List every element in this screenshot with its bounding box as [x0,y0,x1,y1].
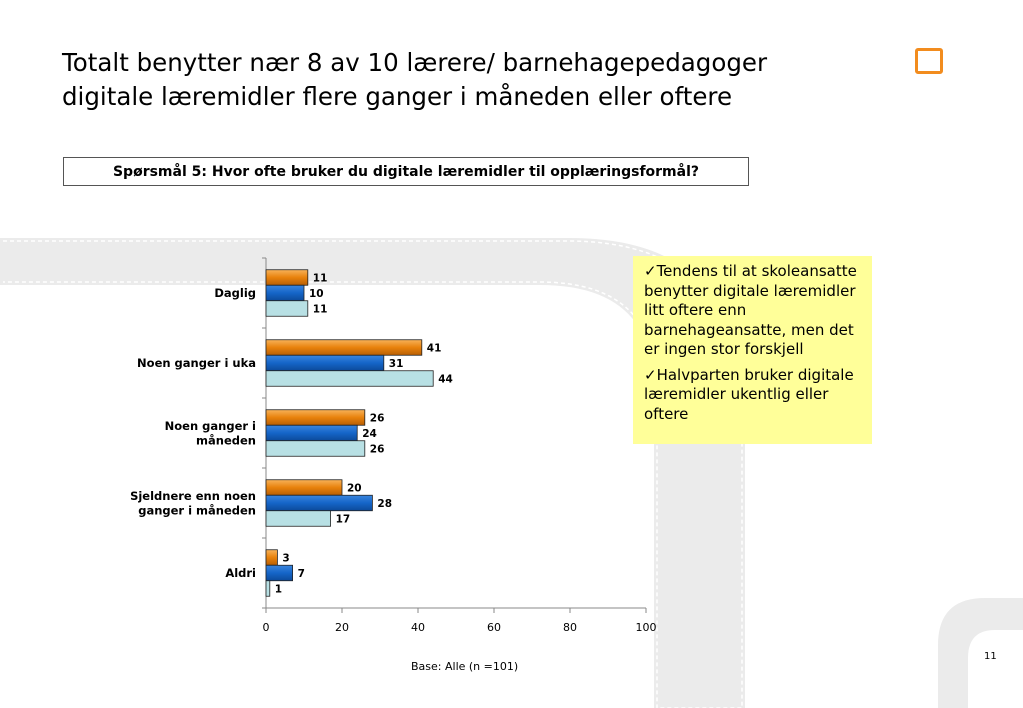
x-tick-label: 80 [563,621,577,634]
bar [266,495,372,511]
data-label: 20 [347,482,362,495]
x-tick-label: 20 [335,621,349,634]
bar [266,550,277,566]
data-label: 41 [426,342,442,355]
bar [266,480,342,496]
bar [266,565,293,581]
category-label: ganger i måneden [138,503,256,518]
data-label: 1 [274,583,283,596]
data-label: 7 [297,568,305,580]
page-number: 11 [984,651,997,662]
bar [266,340,422,356]
data-label: 24 [362,428,377,440]
data-label: 11 [312,272,328,285]
x-tick-label: 40 [411,621,425,634]
category-label: Aldri [225,566,256,580]
category-label: Noen ganger i [164,418,256,433]
base-note: Base: Alle (n =101) [411,660,519,673]
data-label: 26 [369,412,385,425]
category-label: Daglig [214,286,256,300]
question-text: Spørsmål 5: Hvor ofte bruker du digitale læremidler til opplæringsformål? [112,163,700,180]
note-item-1: ✓Tendens til at skoleansatte benytter digitale læremidler litt oftere enn barnehageansatte, men det er ingen stor forskjell [644,262,857,358]
bar [266,410,365,426]
bar [266,285,304,301]
data-label: 17 [335,513,351,526]
bar [266,441,365,457]
data-label: 3 [282,552,290,565]
bar [266,511,331,527]
note-item-2: ✓Halvparten bruker digitale læremidler ukentlig eller oftere [644,365,854,423]
data-label: 11 [312,303,328,316]
title-line-1: Totalt benytter nær 8 av 10 lærere/ barnehagepedagoger [62,48,768,77]
bar [266,301,308,317]
data-label: 44 [438,373,453,386]
bar [266,581,270,597]
x-tick-label: 100 [635,621,657,634]
note-box [633,256,872,444]
data-label: 26 [369,443,385,456]
data-label: 31 [388,358,404,370]
bar [266,355,384,371]
x-tick-label: 60 [487,621,501,634]
title-line-2: digitale læremidler flere ganger i måneden eller oftere [62,82,733,111]
bar [266,371,433,387]
data-label: 10 [309,288,324,300]
category-label: Sjeldnere enn noen [130,488,256,503]
bar [266,270,308,286]
category-label: Noen ganger i uka [137,356,256,370]
bar [266,425,357,441]
x-tick-label: 0 [262,621,270,634]
data-label: 28 [377,498,393,510]
category-label: måneden [196,433,256,448]
